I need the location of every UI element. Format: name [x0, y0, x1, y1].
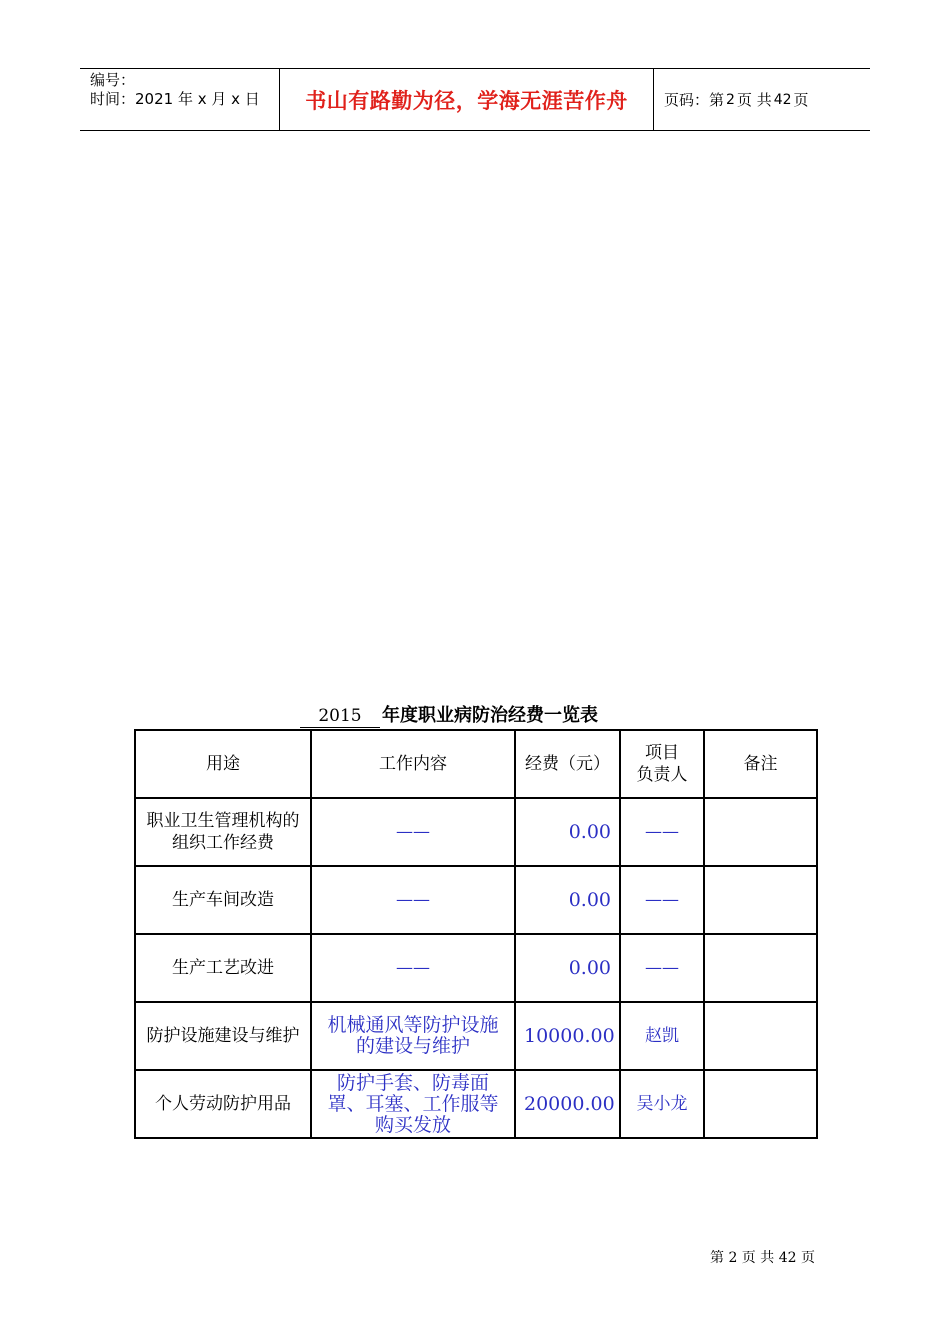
page-end: 页 — [793, 91, 809, 109]
row-note — [704, 866, 817, 934]
row-fee: 0.00 — [515, 866, 620, 934]
header-motto: 书山有路勤为径，学海无涯苦作舟 — [280, 69, 654, 130]
row-use: 防护设施建设与维护 — [135, 1002, 311, 1070]
page-footer: 第 2 页 共 42 页 — [710, 1250, 815, 1266]
table-header-row — [135, 730, 817, 798]
row-fee: 0.00 — [515, 798, 620, 866]
row-content: 机械通风等防护设施的建设与维护 — [311, 1002, 515, 1070]
fund-table — [134, 729, 818, 1139]
header-meta — [80, 69, 280, 130]
row-person: —— — [620, 866, 704, 934]
code-label: 编号： — [90, 71, 136, 89]
row-use: 职业卫生管理机构的组织工作经费 — [135, 798, 311, 866]
table-row — [135, 798, 817, 866]
table-title — [300, 703, 598, 729]
time-label: 时间：2021 年 x 月 x 日 — [90, 90, 260, 108]
row-person: —— — [620, 934, 704, 1002]
row-use: 个人劳动防护用品 — [135, 1070, 311, 1138]
row-use: 生产工艺改进 — [135, 934, 311, 1002]
page-mid: 页 共 — [736, 91, 772, 109]
row-note — [704, 1002, 817, 1070]
row-fee: 20000.00 — [515, 1070, 620, 1138]
row-content: —— — [311, 934, 515, 1002]
page-num: 2 — [726, 91, 735, 108]
row-person: 吴小龙 — [620, 1070, 704, 1138]
row-note — [704, 934, 817, 1002]
row-content: —— — [311, 866, 515, 934]
title-year: 2015 — [300, 705, 380, 728]
row-note — [704, 798, 817, 866]
table-row — [135, 1002, 817, 1070]
row-person: 赵凯 — [620, 1002, 704, 1070]
row-content: 防护手套、防毒面罩、耳塞、工作服等购买发放 — [311, 1070, 515, 1138]
table-row — [135, 1070, 817, 1138]
table-row — [135, 866, 817, 934]
page-total: 42 — [773, 91, 792, 108]
page-header — [80, 68, 870, 131]
table-row — [135, 934, 817, 1002]
row-content: —— — [311, 798, 515, 866]
header-person: 项目 负责人 — [620, 730, 704, 798]
row-fee: 0.00 — [515, 934, 620, 1002]
row-person: —— — [620, 798, 704, 866]
row-use: 生产车间改造 — [135, 866, 311, 934]
header-use: 用途 — [135, 730, 311, 798]
row-fee: 10000.00 — [515, 1002, 620, 1070]
header-page-number — [654, 69, 870, 130]
row-note — [704, 1070, 817, 1138]
title-text: 年度职业病防治经费一览表 — [382, 705, 598, 726]
header-fee: 经费（元） — [515, 730, 620, 798]
header-note: 备注 — [704, 730, 817, 798]
page-label: 页码：第 — [664, 91, 725, 109]
header-content: 工作内容 — [311, 730, 515, 798]
